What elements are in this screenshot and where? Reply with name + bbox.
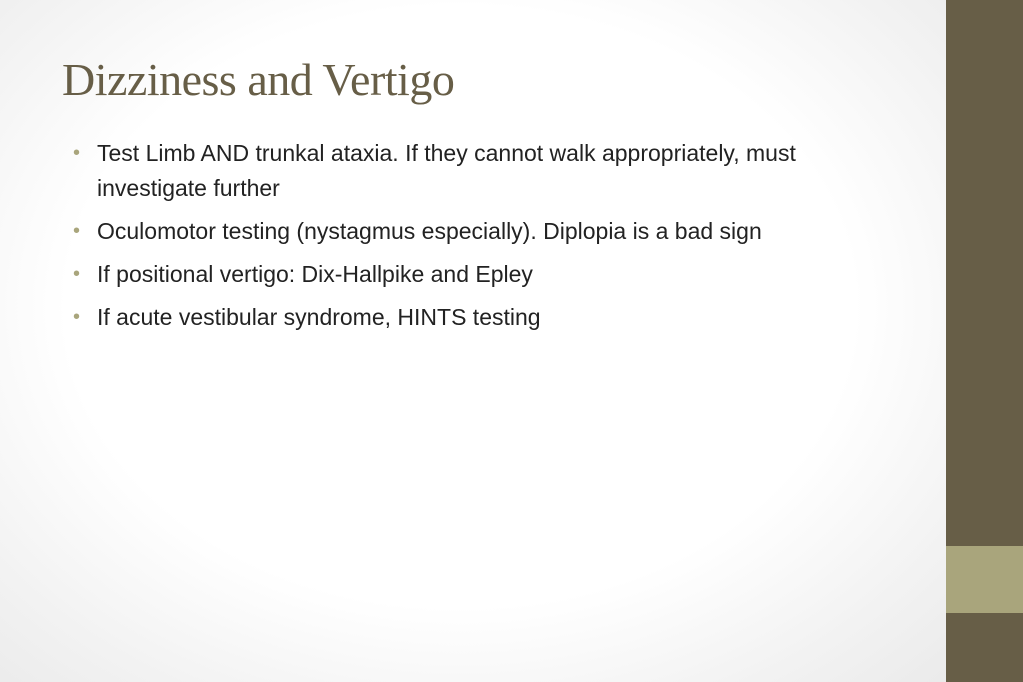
bullet-marker: •: [73, 263, 81, 285]
bullet-text: If acute vestibular syndrome, HINTS testing: [97, 304, 541, 330]
bullet-text: Oculomotor testing (nystagmus especially). Diplopia is a bad sign: [97, 218, 762, 244]
bullet-marker: •: [73, 306, 81, 328]
decorative-sidebar-band: [946, 546, 1023, 613]
bullet-text: Test Limb AND trunkal ataxia. If they cannot walk appropriately, must investigate further: [97, 140, 796, 201]
bullet-item: [73, 300, 893, 335]
bullet-list: [73, 136, 893, 343]
bullet-marker: •: [73, 220, 81, 242]
decorative-sidebar: [946, 0, 1023, 682]
bullet-text: If positional vertigo: Dix-Hallpike and Epley: [97, 261, 533, 287]
bullet-item: [73, 257, 893, 292]
bullet-item: [73, 214, 893, 249]
bullet-marker: •: [73, 142, 81, 164]
bullet-item: [73, 136, 893, 206]
slide-title: Dizziness and Vertigo: [62, 54, 455, 105]
